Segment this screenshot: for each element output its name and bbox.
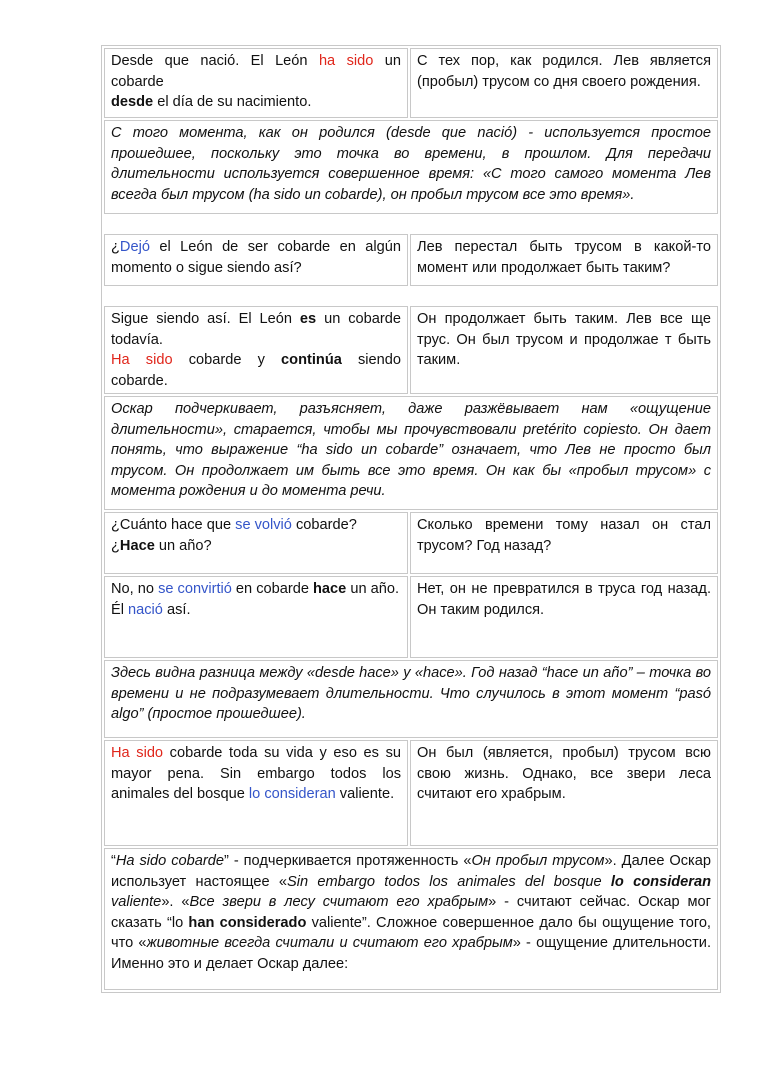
text-fragment: un cobarde todavía.: [111, 311, 401, 348]
text-fragment: Desde que nació. El León: [111, 53, 319, 69]
text-fragment: el León de ser cobarde en algún momento o sigue siendo así?: [111, 239, 401, 276]
highlighted-verb: ha sido: [318, 53, 374, 69]
lesson-table: [101, 45, 721, 993]
bold-word: han considerado: [188, 914, 307, 931]
text-fragment: » - ощущение длительности. Именно это и делает Оскар далее:: [111, 935, 711, 972]
text-fragment: ¿Cuánto hace que: [111, 517, 236, 533]
table-row: [104, 120, 718, 214]
spanish-cell: [104, 740, 408, 846]
text-fragment: un cobarde: [111, 53, 401, 90]
text-fragment: un año?: [154, 537, 212, 554]
summary-note: [104, 848, 718, 990]
russian-cell: Лев перестал быть трусом в какой-то момент или продолжает быть таким?: [410, 234, 718, 286]
highlighted-verb: Dejó: [119, 239, 150, 255]
bold-word: continúa: [281, 352, 342, 368]
text-fragment: ” - подчеркивается протяженность «: [223, 853, 472, 869]
spanish-cell: [104, 48, 408, 118]
russian-cell: Он продолжает быть таким. Лев все ще трус. Он был трусом и продолжае т быть таким.: [410, 306, 718, 394]
text-fragment: cobarde toda su vida y eso es su mayor pena. Sin embargo todos los animales del bosque: [111, 745, 402, 802]
text-fragment: ». «: [161, 894, 190, 910]
highlighted-verb: Ha sido: [111, 745, 164, 761]
document-page: [101, 45, 721, 993]
text-fragment: Él: [111, 601, 129, 618]
table-row: [104, 48, 718, 118]
italic-fragment: животные всегда считали и считают его храбрым: [146, 935, 513, 951]
bold-word: hace: [313, 581, 347, 597]
table-row: [104, 660, 718, 738]
explanation-note: Оскар подчеркивает, разъясняет, даже разжёвывает нам «ощущение длительности», старается, чтобы мы прочувствовали pretérito copiesto. Он дает понять, что выражение “ha sido un cobarde” означает, что Лев не просто был трусом. Он продолжает им быть все это время. Он как бы «пробыл трусом» с момента рождения и до момента речи.: [104, 396, 718, 510]
highlighted-verb: lo consideran: [248, 786, 336, 802]
table-row: [104, 512, 718, 574]
table-row: [104, 234, 718, 286]
russian-cell: Нет, он не превратился в труса год назад. Он таким родился.: [410, 576, 718, 658]
explanation-note: Здесь видна разница между «desde hace» y «hace». Год назад “hace un año” – точка во времени и не подразумевает длительности. Что случилось в этот момент “pasó algo” (простое прошедшее).: [104, 660, 718, 738]
text-fragment: ¿: [111, 537, 120, 554]
text-fragment: No, no: [111, 581, 159, 597]
russian-cell: Сколько времени тому назал он стал трусом? Год назад?: [410, 512, 718, 574]
text-fragment: un año.: [346, 581, 400, 597]
text-fragment: » - считают сейчас. Оскар мог сказать “lo: [111, 894, 711, 931]
italic-fragment: valiente: [111, 894, 162, 910]
spanish-cell: [104, 512, 408, 574]
table-row: [104, 306, 718, 394]
russian-cell: Он был (является, пробыл) трусом всю свою жизнь. Однако, все звери леса считают его храбрым.: [410, 740, 718, 846]
bold-word: es: [299, 311, 317, 327]
italic-fragment: Ha sido cobarde: [115, 853, 224, 869]
text-fragment: valiente.: [335, 786, 395, 802]
text-fragment: cobarde?: [291, 517, 357, 533]
text-fragment: cobarde y: [172, 352, 282, 368]
spanish-cell: [104, 234, 408, 286]
text-fragment: siendo cobarde.: [111, 352, 402, 389]
text-fragment: así.: [162, 601, 191, 618]
highlighted-verb: se convirtió: [158, 581, 232, 597]
russian-cell: С тех пор, как родился. Лев является (пробыл) трусом со дня своего рождения.: [410, 48, 718, 118]
table-row: [104, 576, 718, 658]
italic-fragment: Все звери в лесу считают его храбрым: [189, 894, 489, 910]
highlighted-verb: se volvió: [235, 517, 292, 533]
table-row: [104, 396, 718, 510]
explanation-note: С того момента, как он родился (desde que nació) - используется простое прошедшее, поскольку это точка во времени, в прошлом. Для передачи длительности используется совершенное время: «С того самого момента Лев всегда был трусом (ha sido un cobarde), он пробыл трусом все это время».: [104, 120, 718, 214]
table-row: [104, 740, 718, 846]
highlighted-verb: nació: [128, 601, 163, 618]
text-fragment: valiente”. Сложное совершенное дало бы ощущение того, что «: [111, 914, 711, 951]
italic-fragment: Sin embargo todos los animales del bosque: [287, 873, 611, 890]
text-fragment: Sigue siendo así. El León: [111, 311, 300, 327]
bold-word: desde: [111, 94, 154, 110]
bold-word: Hace: [119, 537, 155, 554]
text-fragment: ». Далее Оскар использует настоящее «: [111, 853, 711, 890]
highlighted-verb: Ha sido: [111, 352, 173, 368]
italic-fragment: Он пробыл трусом: [471, 853, 605, 869]
text-fragment: ¿: [111, 239, 120, 255]
spanish-cell: [104, 576, 408, 658]
text-fragment: el día de su nacimiento.: [153, 94, 312, 110]
text-fragment: “: [111, 853, 116, 869]
bold-italic-fragment: lo consideran: [610, 873, 711, 890]
spanish-cell: [104, 306, 408, 394]
text-fragment: en cobarde: [231, 581, 314, 597]
table-row: [104, 848, 718, 990]
